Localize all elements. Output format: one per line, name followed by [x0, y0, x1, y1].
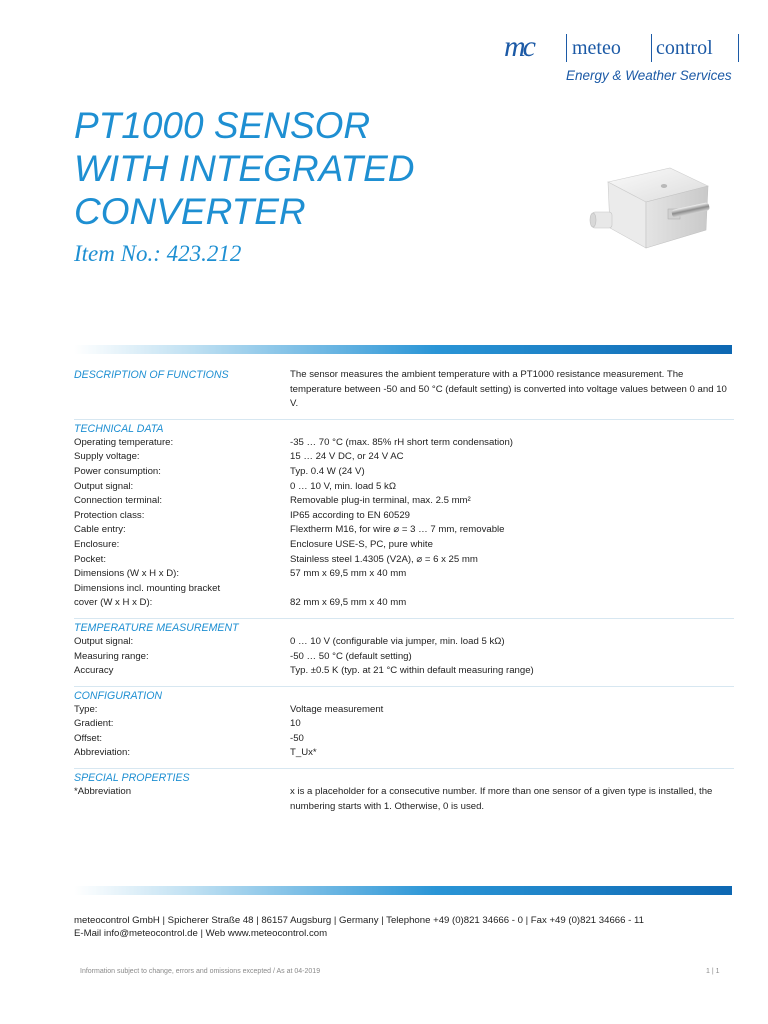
spec-row: [74, 650, 734, 665]
spec-row: [74, 553, 734, 568]
spec-row: [74, 635, 734, 650]
spec-value: 57 mm x 69,5 mm x 40 mm: [290, 568, 407, 580]
spec-label: Type:: [74, 703, 98, 715]
section-title: TEMPERATURE MEASUREMENT: [74, 621, 239, 634]
footer-divider-band: [74, 886, 732, 895]
spec-row: [74, 664, 734, 679]
spec-row: [74, 509, 734, 524]
spec-label: Accuracy: [74, 665, 114, 677]
spec-value: Flextherm M16, for wire ⌀ = 3 … 7 mm, removable: [290, 524, 505, 536]
spec-row: [74, 494, 734, 509]
spec-value: Stainless steel 1.4305 (V2A), ⌀ = 6 x 25 mm: [290, 553, 478, 565]
logo-divider: [738, 34, 739, 62]
spec-row: [74, 436, 734, 451]
footer-disclaimer: Information subject to change, errors and omissions excepted / As at 04-2019: [80, 968, 321, 975]
section-technical-data: [74, 419, 734, 611]
spec-label: Output signal:: [74, 635, 134, 647]
spec-row: [74, 732, 734, 747]
spec-value: T_Ux*: [290, 747, 317, 759]
spec-value: Voltage measurement: [290, 703, 384, 715]
spec-value: IP65 according to EN 60529: [290, 509, 411, 521]
section-title: DESCRIPTION OF FUNCTIONS: [74, 369, 229, 381]
header-divider-band: [74, 345, 732, 354]
footer-address: meteocontrol GmbH | Spicherer Straße 48 | 86157 Augsburg | Germany | Telephone +49 (0)821 34666 - 0 | Fax +49 (0)821 34666 - 11: [74, 915, 644, 926]
page-title: [74, 104, 415, 233]
description-text: The sensor measures the ambient temperature with a PT1000 resistance measurement. The temperature between -50 and 50 °C (default setting) is converted into voltage values between 0 and 10 V.: [290, 369, 727, 410]
spec-row: [74, 785, 734, 814]
page-number: 1 | 1: [706, 968, 720, 975]
footer-contact: E-Mail info@meteocontrol.de | Web www.meteocontrol.com: [74, 928, 328, 939]
section-temperature-measurement: [74, 618, 734, 679]
spec-value: Typ. 0.4 W (24 V): [290, 465, 365, 477]
spec-value: [290, 582, 734, 597]
spec-row: [74, 582, 734, 597]
logo-mark: mc: [504, 30, 533, 63]
item-number: Item No.: 423.212: [74, 241, 242, 266]
spec-label: Cable entry:: [74, 524, 126, 536]
spec-value: 82 mm x 69,5 mm x 40 mm: [290, 597, 407, 609]
section-configuration: [74, 686, 734, 761]
logo-divider: [651, 34, 652, 62]
spec-label: Supply voltage:: [74, 451, 140, 463]
spec-value: x is a placeholder for a consecutive number. If more than one sensor of a given type is installed, the numbering starts with 1. Otherwise, 0 is used.: [290, 786, 713, 812]
section-title: TECHNICAL DATA: [74, 422, 164, 435]
spec-row: [74, 703, 734, 718]
spec-label: Dimensions incl. mounting bracket: [74, 582, 221, 594]
footer-address-block: [74, 914, 644, 940]
title-line: WITH INTEGRATED: [74, 148, 415, 189]
spec-label: Gradient:: [74, 718, 114, 730]
spec-value: 15 … 24 V DC, or 24 V AC: [290, 451, 404, 463]
spec-row: [74, 480, 734, 495]
section-description: [74, 368, 734, 412]
spec-value: -50 … 50 °C (default setting): [290, 650, 412, 662]
spec-label: cover (W x H x D):: [74, 597, 153, 609]
spec-row: [74, 465, 734, 480]
spec-value: Removable plug-in terminal, max. 2.5 mm²: [290, 495, 471, 507]
spec-row: [74, 717, 734, 732]
spec-row: [74, 746, 734, 761]
spec-row: [74, 567, 734, 582]
spec-label: Dimensions (W x H x D):: [74, 568, 180, 580]
title-line: CONVERTER: [74, 191, 306, 232]
spec-label: Enclosure:: [74, 538, 120, 550]
section-title: SPECIAL PROPERTIES: [74, 772, 190, 785]
logo-tagline: Energy & Weather Services: [566, 68, 732, 83]
spec-label: *Abbreviation: [74, 786, 132, 798]
logo-word-control: control: [656, 37, 713, 59]
spec-label: Power consumption:: [74, 465, 161, 477]
sensor-product-image: [588, 160, 718, 260]
spec-content: [74, 368, 734, 814]
logo-divider: [566, 34, 567, 62]
spec-value: -35 … 70 °C (max. 85% rH short term condensation): [290, 436, 513, 448]
spec-value: Enclosure USE-S, PC, pure white: [290, 538, 433, 550]
spec-label: Offset:: [74, 732, 103, 744]
spec-row: [74, 523, 734, 538]
spec-label: Pocket:: [74, 553, 106, 565]
spec-value: 0 … 10 V, min. load 5 kΩ: [290, 480, 397, 492]
spec-label: Connection terminal:: [74, 495, 162, 507]
section-title: CONFIGURATION: [74, 689, 163, 702]
spec-value: 0 … 10 V (configurable via jumper, min. load 5 kΩ): [290, 635, 505, 647]
spec-label: Operating temperature:: [74, 436, 174, 448]
spec-label: Abbreviation:: [74, 747, 130, 759]
spec-value: Typ. ±0.5 K (typ. at 21 °C within default measuring range): [290, 665, 534, 677]
section-special-properties: [74, 768, 734, 814]
spec-label: Protection class:: [74, 509, 145, 521]
spec-value: -50: [290, 732, 304, 744]
spec-label: Measuring range:: [74, 650, 149, 662]
meteocontrol-logo: [504, 28, 740, 90]
title-line: PT1000 SENSOR: [74, 105, 371, 146]
spec-row: [74, 596, 734, 611]
spec-row: [74, 538, 734, 553]
spec-label: Output signal:: [74, 480, 134, 492]
spec-value: 10: [290, 718, 301, 730]
logo-word-meteo: meteo: [572, 37, 621, 59]
spec-row: [74, 450, 734, 465]
